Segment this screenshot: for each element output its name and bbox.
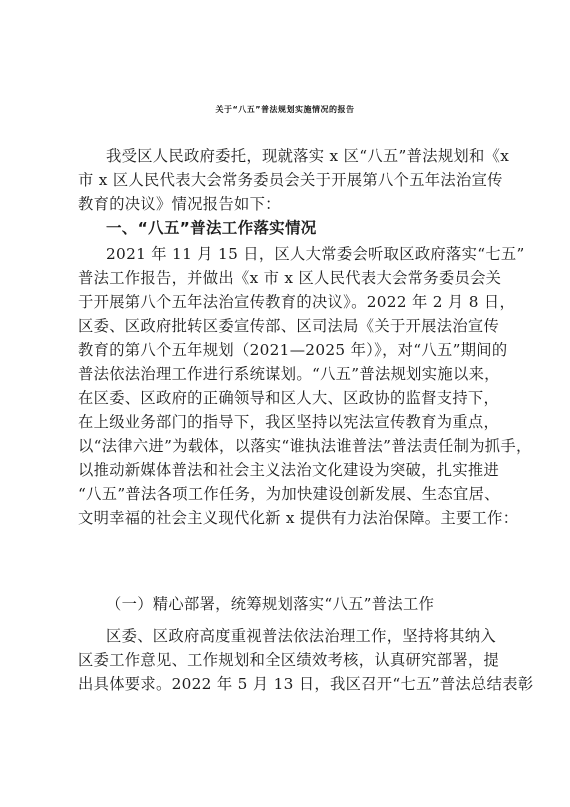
section1-line-3: 于开展第八个五年法治宣传教育的决议》。2022 年 2 月 8 日， bbox=[78, 293, 516, 311]
intro-line-2: 市 x 区人民代表大会常务委员会关于开展第八个五年法治宣传 bbox=[78, 171, 503, 189]
section1-line-7: 在区委、区政府的正确领导和区人大、区政协的监督支持下， bbox=[78, 389, 500, 407]
section1-line-11: “八五”普法各项工作任务，为加快建设创新发展、生态宜居、 bbox=[78, 485, 500, 503]
intro-line-1: 我受区人民政府委托，现就落实 x 区“八五”普法规划和《x bbox=[106, 147, 510, 165]
section1-line-2: 普法工作报告，并做出《x 市 x 区人民代表大会常务委员会关 bbox=[78, 269, 502, 287]
document-title: 关于“八五”普法规划实施情况的报告 bbox=[215, 105, 355, 114]
section1-line-4: 区委、区政府批转区委宣传部、区司法局《关于开展法治宣传 bbox=[78, 317, 500, 335]
subsection1-line-1: 区委、区政府高度重视普法依法治理工作，坚持将其纳入 bbox=[106, 627, 496, 645]
intro-line-3: 教育的决议》情况报告如下： bbox=[78, 195, 281, 213]
subsection-heading-1: （一）精心部署，统筹规划落实“八五”普法工作 bbox=[106, 595, 435, 613]
section1-line-9: 以“法律六进”为载体，以落实“谁执法谁普法”普法责任制为抓手， bbox=[78, 437, 532, 455]
section1-line-8: 在上级业务部门的指导下，我区坚持以宪法宣传教育为重点， bbox=[78, 413, 500, 431]
section1-line-10: 以推动新媒体普法和社会主义法治文化建设为突破，扎实推进 bbox=[78, 461, 500, 479]
section-heading-1: 一、“八五”普法工作落实情况 bbox=[106, 219, 317, 237]
section1-line-12: 文明幸福的社会主义现代化新 x 提供有力法治保障。主要工作： bbox=[78, 509, 519, 527]
subsection1-line-2: 区委工作意见、工作规划和全区绩效考核，认真研究部署，提 bbox=[78, 651, 500, 669]
section1-line-5: 教育的第八个五年规划（2021—2025 年）》，对“八五”期间的 bbox=[78, 341, 508, 359]
subsection1-line-3: 出具体要求。2022 年 5 月 13 日，我区召开“七五”普法总结表彰 bbox=[78, 675, 534, 693]
section1-line-6: 普法依法治理工作进行系统谋划。“八五”普法规划实施以来， bbox=[78, 365, 500, 383]
section1-line-1: 2021 年 11 月 15 日，区人大常委会听取区政府落实“七五” bbox=[106, 245, 525, 263]
